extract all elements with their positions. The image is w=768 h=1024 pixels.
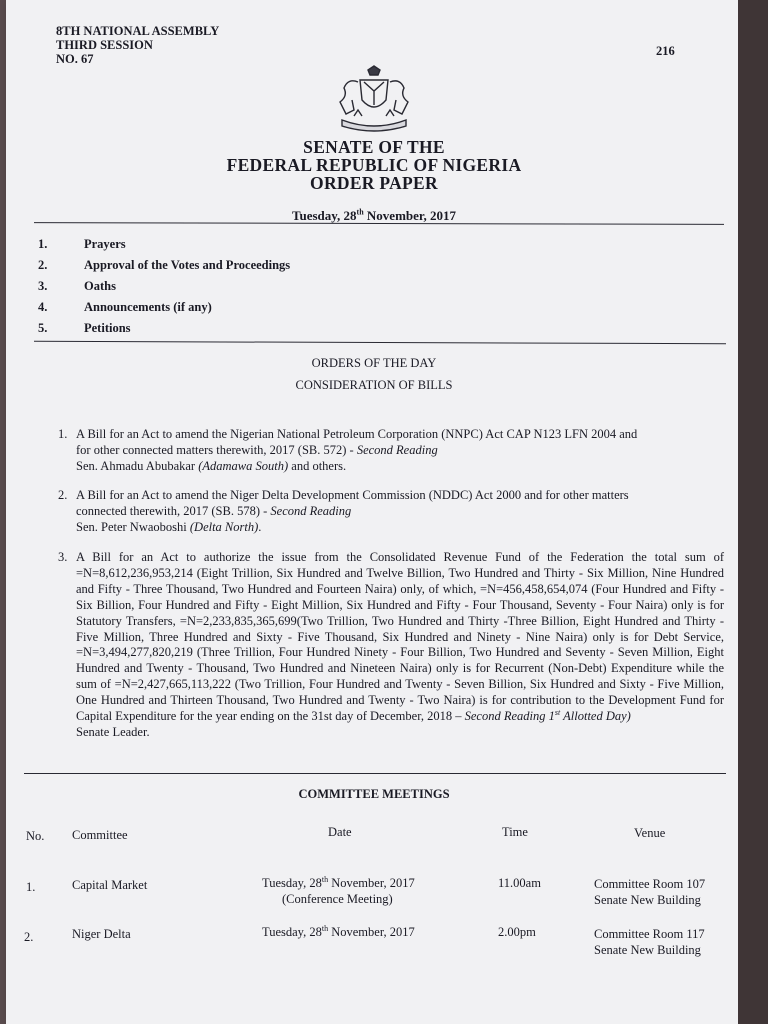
meeting-venue: Committee Room 117 [594, 927, 705, 941]
title-line-3: ORDER PAPER [310, 173, 438, 193]
divider [34, 341, 726, 344]
bill-number: 3. [58, 550, 68, 564]
page-number: 216 [656, 44, 675, 58]
bill-number: 1. [58, 427, 68, 441]
meeting-date: Tuesday, 28th November, 2017 [262, 923, 415, 939]
list-item-number: 4. [38, 300, 48, 314]
order-paper-sheet [6, 0, 742, 1024]
bills-heading: CONSIDERATION OF BILLS [295, 378, 453, 392]
meeting-time: 11.00am [498, 876, 541, 890]
column-header-date: Date [328, 825, 352, 839]
list-item-number: 3. [38, 279, 48, 293]
sitting-date: Tuesday, 28th November, 2017 [291, 207, 456, 223]
meeting-date: Tuesday, 28th November, 2017 [262, 874, 415, 890]
meeting-note: (Conference Meeting) [282, 892, 393, 906]
bill-sponsor: Senate Leader. [76, 724, 150, 739]
meeting-venue: Committee Room 107 [594, 877, 706, 891]
bill-title: A Bill for an Act to amend the Nigerian National Petroleum Corporation (NNPC) Act CAP N123 LFN 2004 and [76, 427, 638, 441]
column-header-no: No. [26, 829, 45, 843]
list-item: Petitions [84, 321, 131, 335]
assembly-label: 8TH NATIONAL ASSEMBLY [56, 24, 220, 38]
meeting-time: 2.00pm [498, 925, 536, 939]
row-number: 2. [24, 930, 34, 944]
bill-reference: connected therewith, 2017 (SB. 578) - Second Reading [76, 503, 352, 518]
column-header-committee: Committee [72, 828, 128, 842]
title-line-2: FEDERAL REPUBLIC OF NIGERIA [226, 155, 522, 175]
list-item: Prayers [84, 237, 126, 251]
list-item-number: 5. [38, 321, 48, 335]
bill-item [76, 550, 724, 741]
list-item: Approval of the Votes and Proceedings [84, 258, 291, 272]
coat-of-arms-icon [324, 64, 424, 136]
committee-name: Niger Delta [72, 927, 131, 941]
list-item-number: 1. [38, 237, 48, 251]
bill-reference: for other connected matters therewith, 2017 (SB. 572) - Second Reading [76, 442, 438, 457]
bill-sponsor: Sen. Peter Nwaoboshi (Delta North). [76, 519, 262, 534]
bill-item [76, 427, 724, 475]
divider [24, 773, 726, 774]
meeting-building: Senate New Building [594, 943, 701, 957]
paper-number: NO. 67 [56, 52, 94, 66]
bill-sponsor: Sen. Ahmadu Abubakar (Adamawa South) and others. [76, 458, 347, 473]
row-number: 1. [26, 880, 36, 894]
background-surface [738, 0, 768, 1024]
list-item: Announcements (if any) [84, 300, 212, 314]
session-label: THIRD SESSION [56, 38, 153, 52]
list-item-number: 2. [38, 258, 48, 272]
list-item: Oaths [84, 279, 116, 293]
bill-title: A Bill for an Act to authorize the issue from the Consolidated Revenue Fund of the Federation the total sum of =N=8,612,236,953,214 (Eight Trillion, Six Hundred and Twelve Billion, Two Hundred and Thirty - Six Million, Nine Hundred and Fifty - Three Thousand, Two Hundred and Fourteen Naira) only, of which, =N=456,458,654,074 (Four Hundred and Fifty - Six Billion, Four Hundred and Fifty - Eight Million, Six Hundred and Fifty - Four Thousand, Seventy - Four Naira) only is for Statutory Transfers, =N=2,233,835,365,699(Two Trillion, Two Hundred and Thirty -Three Billion, Eight Hundred and Thirty - Five Million, Three Hundred and Sixty - Five Thousand, Six Hundred and Ninety - Nine Naira) only is for Debt Service, =N=3,494,277,820,219 (Three Trillion, Four Hundred Ninety - Four Billion, Two Hundred and Seventy - Seven Million, Eight Hundred and Twenty - Thousand, Two Hundred and Nineteen Naira) only is for Recurrent (Non-Debt) Expenditure while the sum of =N=2,427,665,113,222 (Two Trillion, Four Hundred and Twenty - Seven Billion, Six Hundred and Sixty - Five Million, One Hundred and Thirteen Thousand, Two Hundred and Twenty - Two Naira) is for contribution to the Development Fund for Capital Expenditure for the year ending on the 31st day of December, 2018 – Second Reading 1st Allotted Day) [76, 550, 724, 724]
bill-item [76, 488, 724, 536]
column-header-time: Time [502, 825, 528, 839]
session-header [56, 24, 219, 66]
committee-heading: COMMITTEE MEETINGS [298, 787, 450, 801]
meeting-building: Senate New Building [594, 893, 701, 907]
bill-title: A Bill for an Act to amend the Niger Delta Development Commission (NDDC) Act 2000 and for other matters [76, 488, 629, 502]
orders-heading: ORDERS OF THE DAY [311, 356, 437, 370]
title-line-1: SENATE OF THE [303, 137, 445, 157]
bill-number: 2. [58, 488, 68, 502]
column-header-venue: Venue [634, 826, 666, 840]
committee-name: Capital Market [72, 878, 148, 892]
